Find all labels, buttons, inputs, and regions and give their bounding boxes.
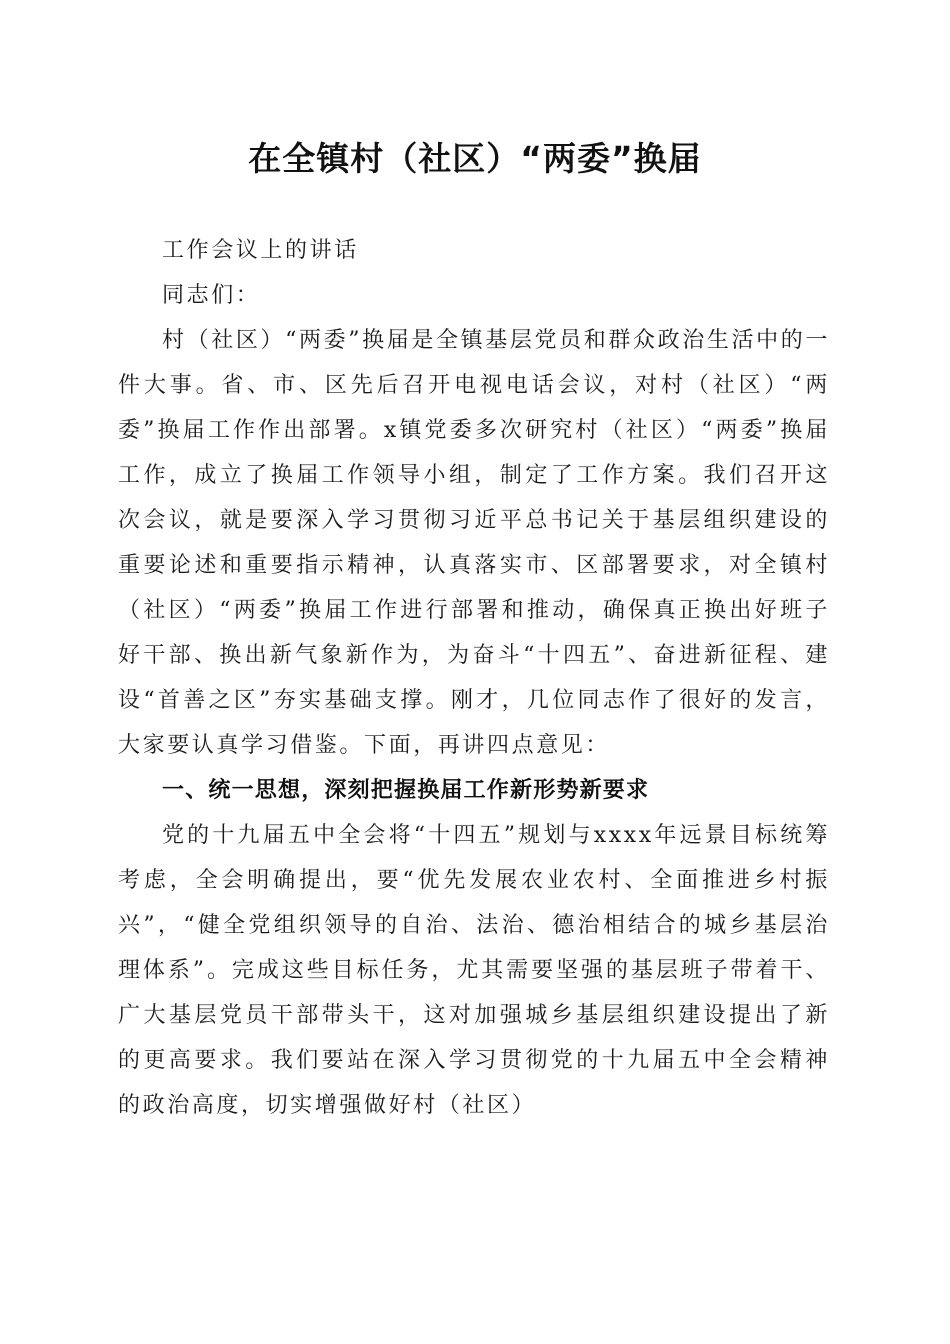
salutation: 同志们： (162, 283, 261, 308)
document-title: 在全镇村（社区）“两委”换届 (248, 139, 702, 178)
paragraph-intro: 村（社区）“两委”换届是全镇基层党员和群众政治生活中的一件大事。省、市、区先后召开电视电话会议，对村（社区）“两委”换届工作作出部署。x镇党委多次研究村（社区）“两委”换届工作，成立了换届工作领导小组，制定了工作方案。我们召开这次会议，就是要深入学习贯彻习近平总书记关于基层组织建设的重要论述和重要指示精神，认真落实市、区部署要求，对全镇村（社区）“两委”换届工作进行部署和推动，确保真正换出好班子好干部、换出新气象新作为，为奋斗“十四五”、奋进新征程、建设“首善之区”夯实基础支撑。刚才，几位同志作了很好的发言，大家要认真学习借鉴。下面，再讲四点意见： (118, 328, 830, 758)
document-body (118, 228, 830, 1128)
document-subtitle: 工作会议上的讲话 (162, 238, 359, 263)
paragraph-section-1: 党的十九届五中全会将“十四五”规划与xxxx年远景目标统筹考虑，全会明确提出，要“优先发展农业农村、全面推进乡村振兴”，“健全党组织领导的自治、法治、德治相结合的城乡基层治理体系”。完成这些目标任务，尤其需要坚强的基层班子带着干、广大基层党员干部带头干，这对加强城乡基层组织建设提出了新的更高要求。我们要站在深入学习贯彻党的十九届五中全会精神的政治高度，切实增强做好村（社区） (118, 823, 830, 1118)
section-heading-1: 一、统一思想，深刻把握换届工作新形势新要求 (162, 778, 650, 803)
